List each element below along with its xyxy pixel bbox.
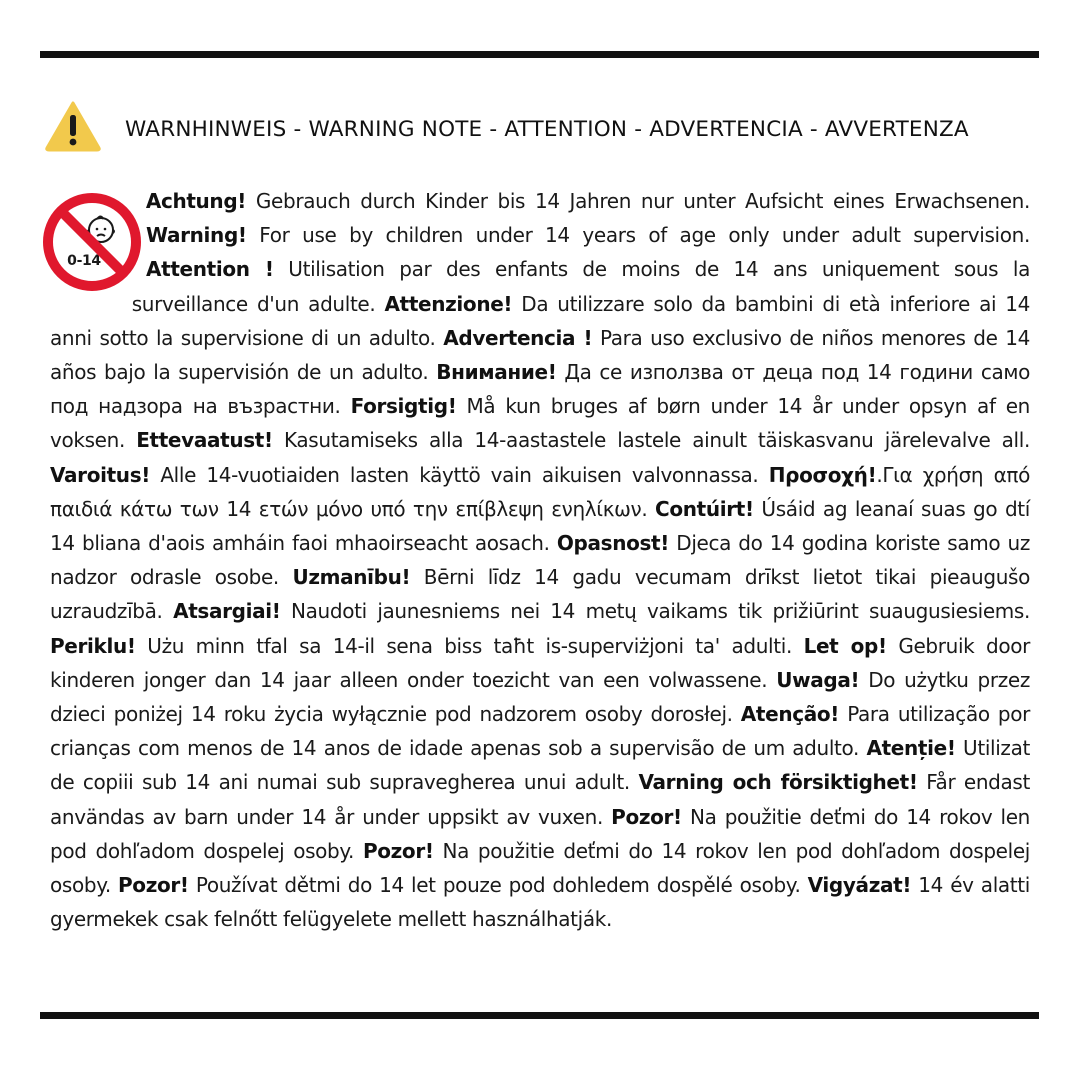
- warning-title-lv: Uzmanību!: [292, 565, 411, 590]
- warning-title-et: Ettevaatust!: [136, 428, 273, 453]
- warning-heading: WARNHINWEIS - WARNING NOTE - ATTENTION - ADVERTENCIA - AVVERTENZA: [125, 117, 969, 142]
- warning-triangle-icon: [44, 100, 102, 152]
- warning-text-mt: Użu minn tfal sa 14-il sena biss taħt is-superviżjoni ta' adulti.: [135, 633, 804, 658]
- warning-text-block: [50, 184, 1030, 936]
- warning-text-hu: 14 év alatti gyermekek csak felnőtt felügyelete mellett használhatják.: [50, 873, 1030, 932]
- warning-text-sk-2: Na použitie deťmi do 14 rokov len pod dohľadom dospelej osoby.: [50, 838, 1030, 898]
- top-divider: [40, 51, 1039, 58]
- warning-title-it: Attenzione!: [384, 291, 513, 316]
- warning-text-bg: Да се използва от деца под 14 години само под надзора на възрастни.: [50, 360, 1030, 419]
- warning-text-sk: Na použitie deťmi do 14 rokov len pod dohľadom dospelej osoby.: [50, 804, 1031, 863]
- warning-text-en: For use by children under 14 years of age only under adult supervision.: [246, 223, 1030, 248]
- warning-text-hr: Djeca do 14 godina koriste samo uz nadzor odrasle osobe.: [50, 531, 1030, 590]
- warning-text-ro: Utilizat de copiii sub 14 ani numai sub supravegherea unui adult.: [50, 736, 1030, 795]
- age-restriction-sign: [50, 184, 148, 304]
- warning-title-es: Advertencia !: [443, 325, 593, 350]
- warning-title-sk: Pozor!: [611, 804, 682, 829]
- warning-title-nl: Let op!: [803, 633, 887, 658]
- warning-text-el: .Για χρήση από παιδιά κάτω των 14 ετών μόνο υπό την επίβλεψη ενηλίκων.: [50, 462, 1030, 521]
- warning-title-mt: Periklu!: [50, 633, 136, 658]
- warning-text-it: Da utilizzare solo da bambini di età inferiore ai 14 anni sotto la supervisione di un adulto.: [50, 291, 1031, 350]
- warning-text-fr: Utilisation par des enfants de moins de 14 ans uniquement sous la surveillance d'un adulte.: [131, 257, 1031, 316]
- warning-title-hu: Vigyázat!: [807, 873, 912, 898]
- warning-title-en: Warning!: [146, 223, 247, 248]
- warning-title-el: Προσοχή!: [768, 462, 877, 487]
- warning-text-ga: Úsáid ag leanaí suas go dtí 14 bliana d'aois amháin faoi mhaoirseacht aosach.: [50, 496, 1030, 556]
- warning-title-ga: Contúirt!: [655, 496, 754, 521]
- warnings-flow: [50, 189, 1030, 931]
- no-children-0-14-icon: [42, 192, 142, 292]
- warning-text-fi: Alle 14-vuotiaiden lasten käyttö vain aikuisen valvonnassa.: [150, 462, 769, 487]
- warning-title-pt: Atenção!: [740, 702, 840, 727]
- warning-title-cs: Pozor!: [118, 873, 189, 898]
- warning-title-sv: Varning och försiktighet!: [638, 770, 918, 795]
- warning-title-ro: Atenție!: [866, 736, 956, 761]
- warning-text-et: Kasutamiseks alla 14-aastastele lastele ainult täiskasvanu järelevalve all.: [272, 428, 1030, 453]
- warning-text-sv: Får endast användas av barn under 14 år under uppsikt av vuxen.: [50, 770, 1030, 829]
- warning-title-hr: Opasnost!: [556, 531, 670, 556]
- warning-text-pl: Do użytku przez dzieci poniżej 14 roku życia wyłącznie pod nadzorem osoby dorosłej.: [50, 667, 1030, 727]
- warning-title-sk-2: Pozor!: [362, 838, 434, 863]
- warning-title-de: Achtung!: [145, 189, 247, 213]
- warning-text-de: Gebrauch durch Kinder bis 14 Jahren nur unter Aufsicht eines Erwachsenen.: [246, 189, 1030, 213]
- warning-title-bg: Внимание!: [436, 360, 557, 385]
- warning-text-lv: Bērni līdz 14 gadu vecumam drīkst lietot tikai pieaugušo uzraudzībā.: [50, 565, 1030, 624]
- warning-title-pl: Uwaga!: [776, 667, 860, 692]
- warning-text-da: Må kun bruges af børn under 14 år under opsyn af en voksen.: [50, 394, 1030, 453]
- warning-text-es: Para uso exclusivo de niños menores de 14 años bajo la supervisión de un adulto.: [50, 325, 1030, 385]
- warning-title-lt: Atsargiai!: [173, 599, 281, 624]
- warning-text-cs: Používat dětmi do 14 let pouze pod dohledem dospělé osoby.: [188, 873, 808, 898]
- warning-title-fr: Attention !: [146, 257, 274, 282]
- warning-title-fi: Varoitus!: [50, 462, 151, 487]
- age-label: 0-14: [67, 253, 101, 269]
- warning-text-nl: Gebruik door kinderen jonger dan 14 jaar alleen onder toezicht van een volwassene.: [50, 633, 1030, 692]
- bottom-divider: [40, 1012, 1039, 1019]
- warning-text-lt: Naudoti jaunesniems nei 14 metų vaikams tik prižiūrint suaugusiesiems.: [280, 599, 1031, 624]
- warning-text-pt: Para utilização por crianças com menos de 14 anos de idade apenas sob a supervisão de um adulto.: [50, 702, 1030, 761]
- warning-title-da: Forsigtig!: [350, 394, 457, 419]
